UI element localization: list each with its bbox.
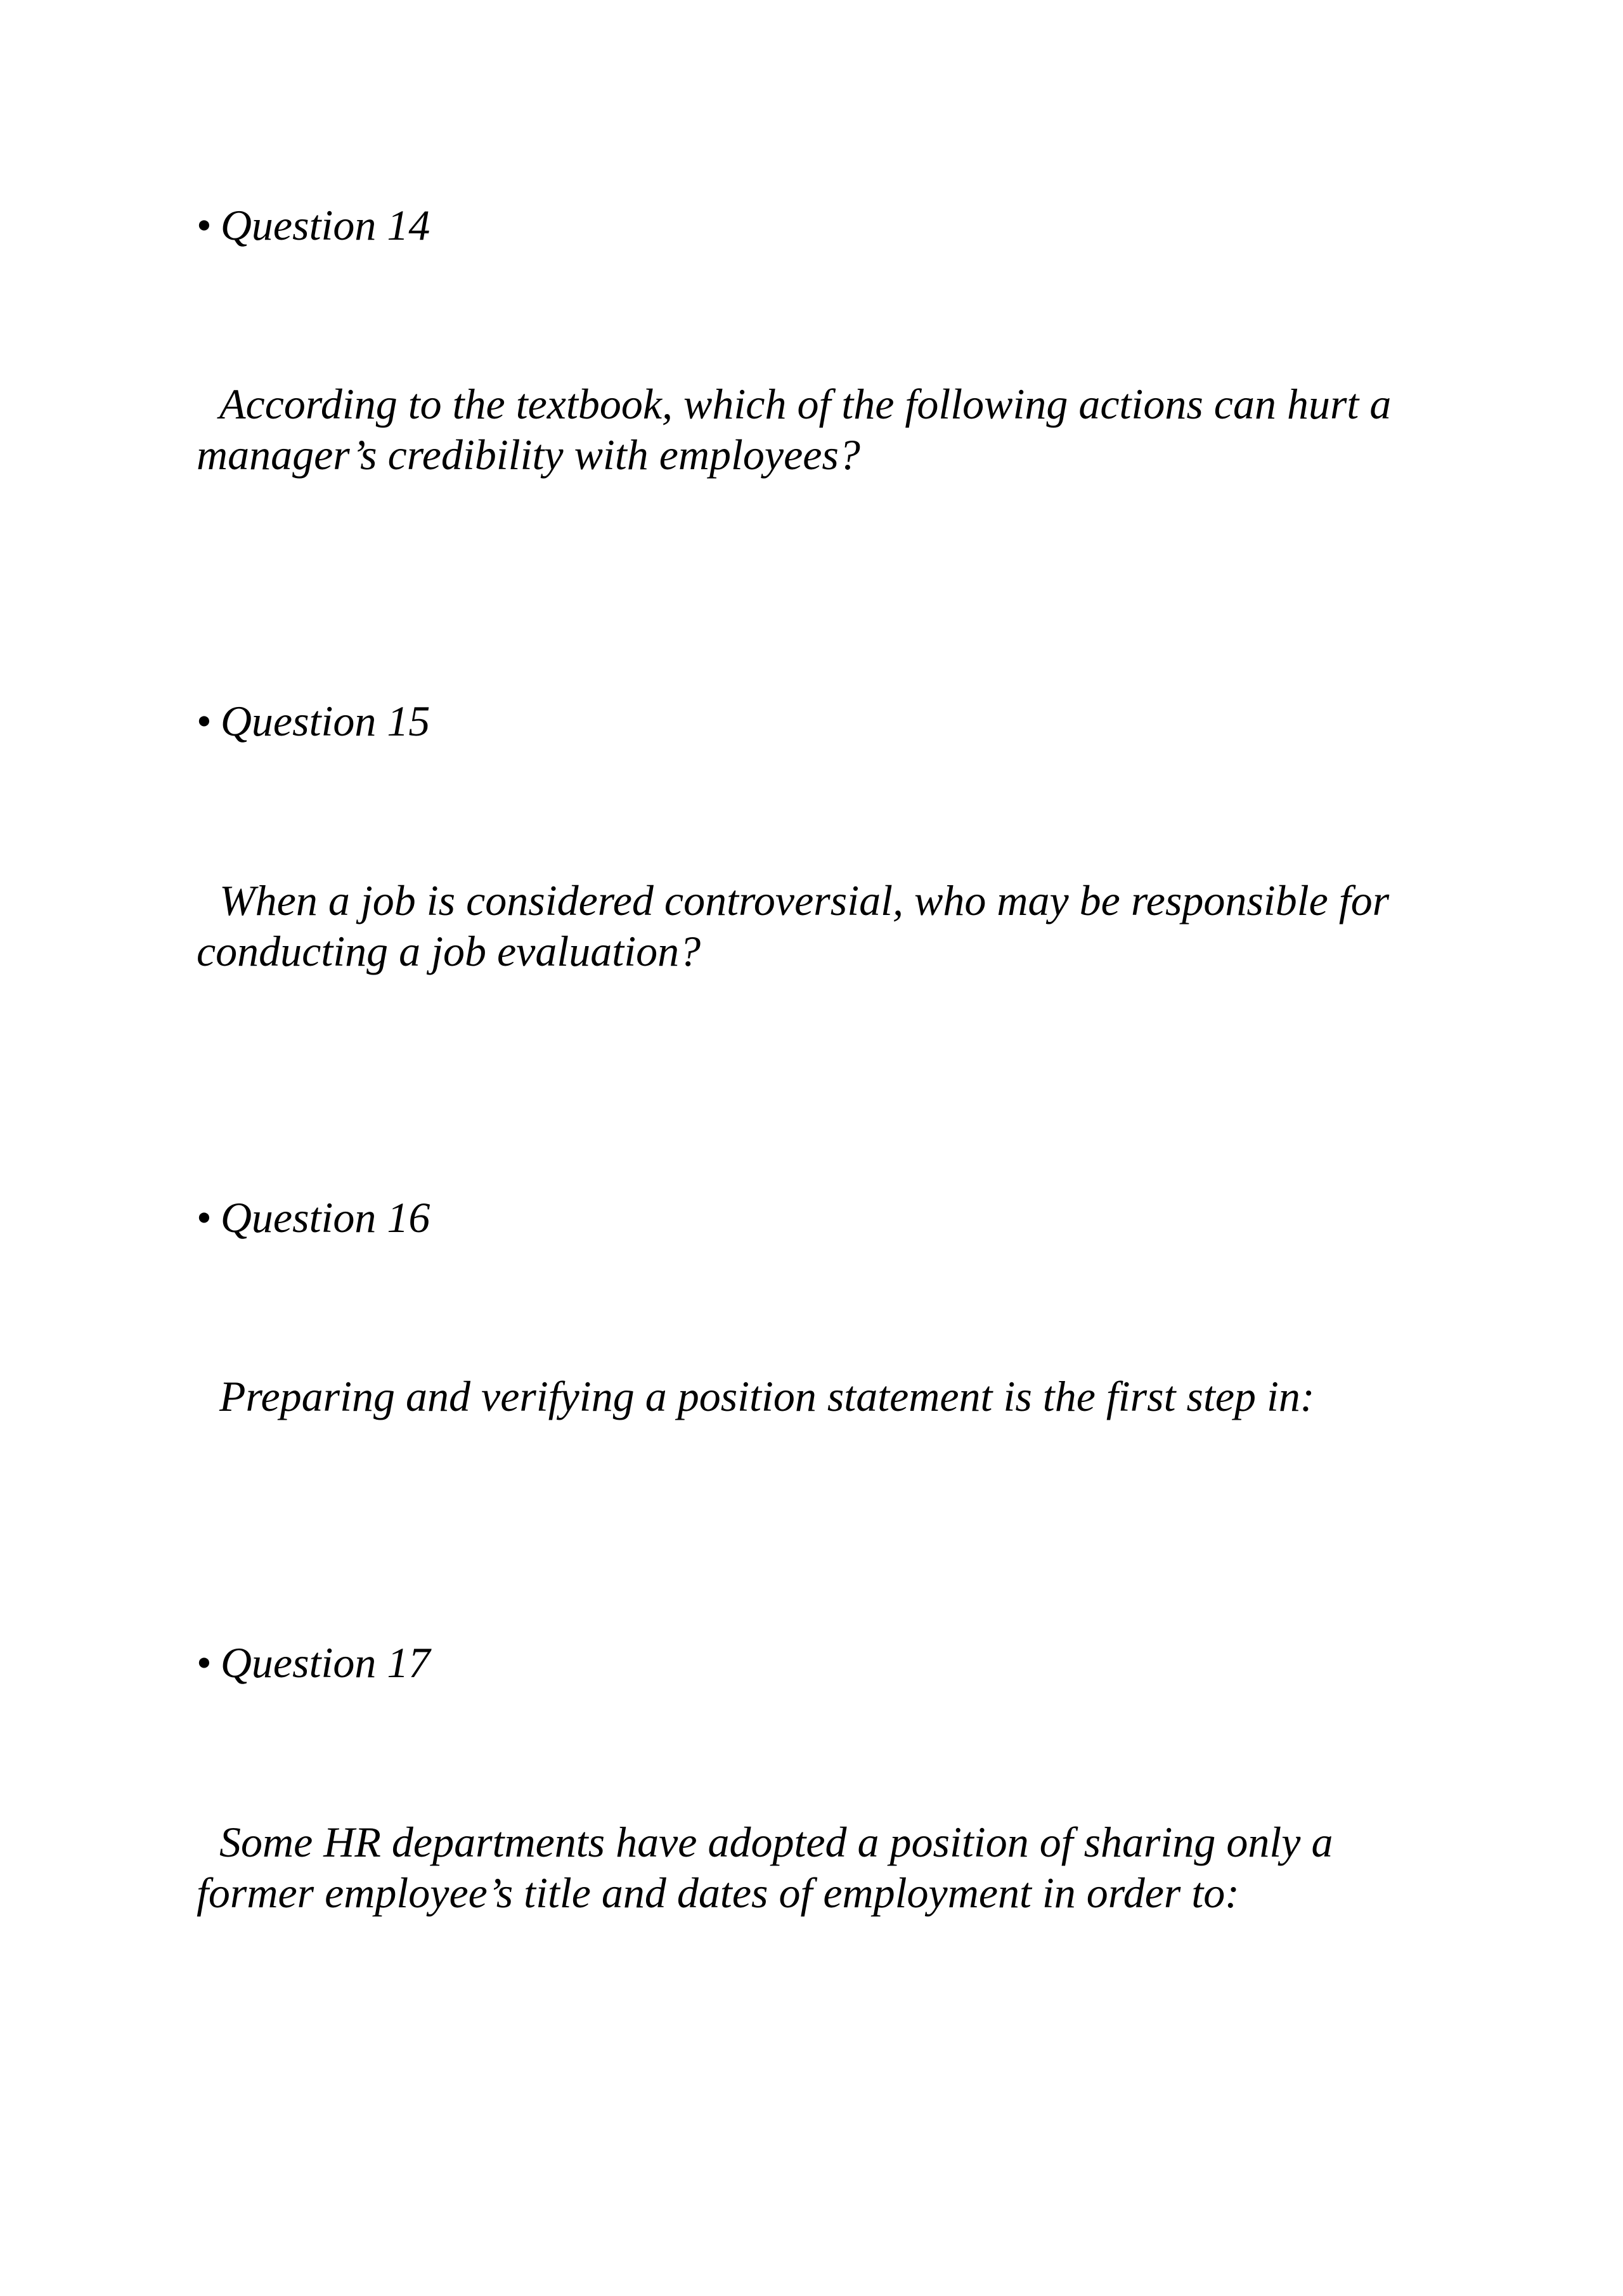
question-number: Question 15 bbox=[220, 697, 430, 745]
question-text: Preparing and verifying a position statement is the first step in: bbox=[219, 1372, 1315, 1420]
question-number: Question 17 bbox=[220, 1638, 430, 1687]
bullet: • bbox=[197, 697, 212, 745]
question-heading bbox=[197, 1192, 430, 1243]
bullet: • bbox=[197, 1638, 212, 1687]
bullet: • bbox=[197, 1193, 212, 1242]
question-text: When a job is considered controversial, who may be responsible for conducting a job evaluation? bbox=[197, 876, 1390, 975]
question-text: Some HR departments have adopted a position of sharing only a former employee’s title and dates of employment in order to: bbox=[197, 1818, 1333, 1917]
question-text: According to the textbook, which of the following actions can hurt a manager’s credibility with employees? bbox=[197, 380, 1392, 479]
question-number: Question 14 bbox=[220, 201, 430, 249]
question-number: Question 16 bbox=[220, 1193, 430, 1242]
question-heading bbox=[197, 696, 430, 746]
question-heading bbox=[197, 200, 430, 250]
bullet: • bbox=[197, 201, 212, 249]
question-heading bbox=[197, 1637, 430, 1688]
